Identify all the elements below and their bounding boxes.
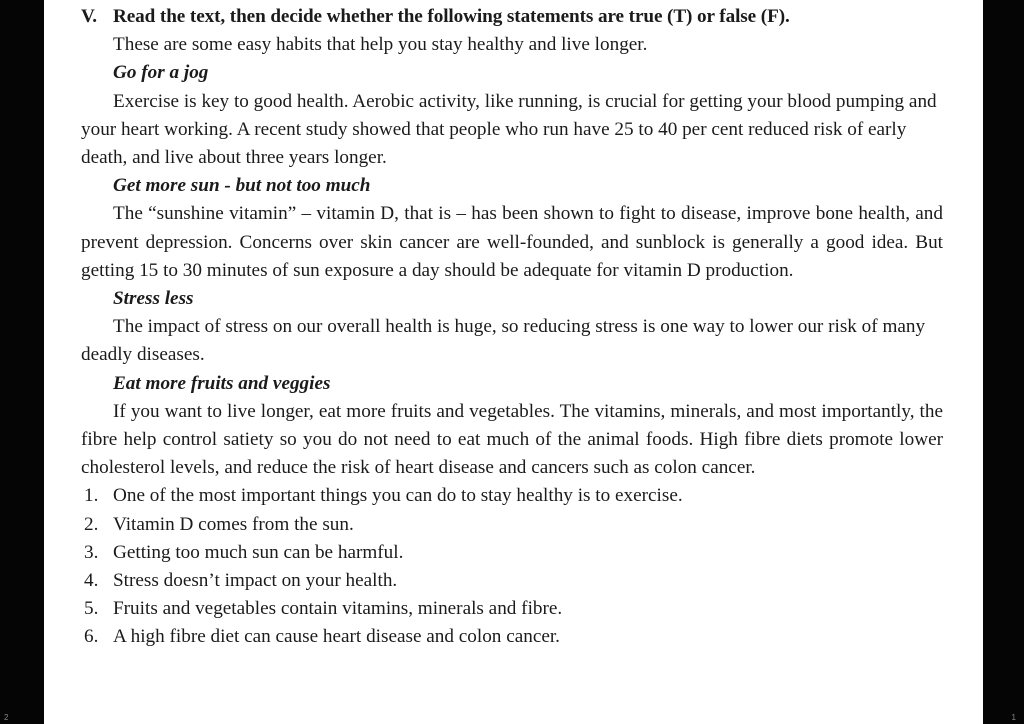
right-page-number: 1 — [1011, 713, 1016, 722]
statement-text: Getting too much sun can be harmful. — [113, 541, 404, 563]
statement-item — [81, 539, 943, 567]
right-margin-bar — [983, 0, 1024, 724]
intro-text: These are some easy habits that help you stay healthy and live longer. — [113, 34, 648, 56]
statement-text: A high fibre diet can cause heart disease and colon cancer. — [113, 626, 560, 648]
statement-number: 3. — [84, 541, 99, 563]
statement-number: 6. — [84, 626, 99, 648]
section-text-fruits: If you want to live longer, eat more fruits and vegetables. The vitamins, minerals, and most importantly, the fibre help control satiety so you do not need to eat much of the animal foods. High fibre diets promote lower cholesterol levels, and reduce the risk of heart disease and cancers such as colon cancer. — [81, 400, 943, 479]
section-text-jog: Exercise is key to good health. Aerobic activity, like running, is crucial for getting your blood pumping and your heart working. A recent study showed that people who run have 25 to 40 per cent reduced risk of early death, and live about three years longer. — [81, 90, 937, 168]
statement-number: 5. — [84, 598, 99, 620]
statement-number: 4. — [84, 569, 99, 591]
exercise-instruction: Read the text, then decide whether the following statements are true (T) or false (F). — [113, 6, 790, 27]
statement-item — [81, 623, 943, 651]
statement-text: Stress doesn’t impact on your health. — [113, 569, 398, 591]
statement-text: Fruits and vegetables contain vitamins, minerals and fibre. — [113, 598, 563, 620]
statement-list — [81, 482, 943, 651]
statement-number: 2. — [84, 513, 99, 535]
left-page-number: 2 — [4, 713, 9, 722]
section-text-stress: The impact of stress on our overall health is huge, so reducing stress is one way to lower our risk of many deadly diseases. — [81, 316, 926, 366]
section-heading-fruits: Eat more fruits and veggies — [113, 372, 331, 394]
section-text-sun: The “sunshine vitamin” – vitamin D, that is – has been shown to fight to disease, improve bone health, and prevent depression. Concerns over skin cancer are well-founded, and sunblock is generally a good idea. But getting 15 to 30 minutes of sun exposure a day should be adequate for vitamin D production. — [81, 203, 943, 281]
statement-number: 1. — [84, 485, 99, 507]
left-margin-bar — [0, 0, 44, 724]
exercise-number: V. — [81, 6, 97, 27]
section-heading-jog: Go for a jog — [113, 62, 209, 84]
reading-exercise — [81, 3, 943, 651]
exercise-title — [81, 3, 943, 31]
statement-item — [81, 567, 943, 595]
section-heading-sun: Get more sun - but not too much — [113, 175, 371, 197]
statement-text: One of the most important things you can do to stay healthy is to exercise. — [113, 485, 683, 507]
statement-item — [81, 482, 943, 510]
statement-text: Vitamin D comes from the sun. — [113, 513, 354, 535]
statement-item — [81, 595, 943, 623]
section-heading-stress: Stress less — [113, 287, 194, 309]
statement-item — [81, 511, 943, 539]
